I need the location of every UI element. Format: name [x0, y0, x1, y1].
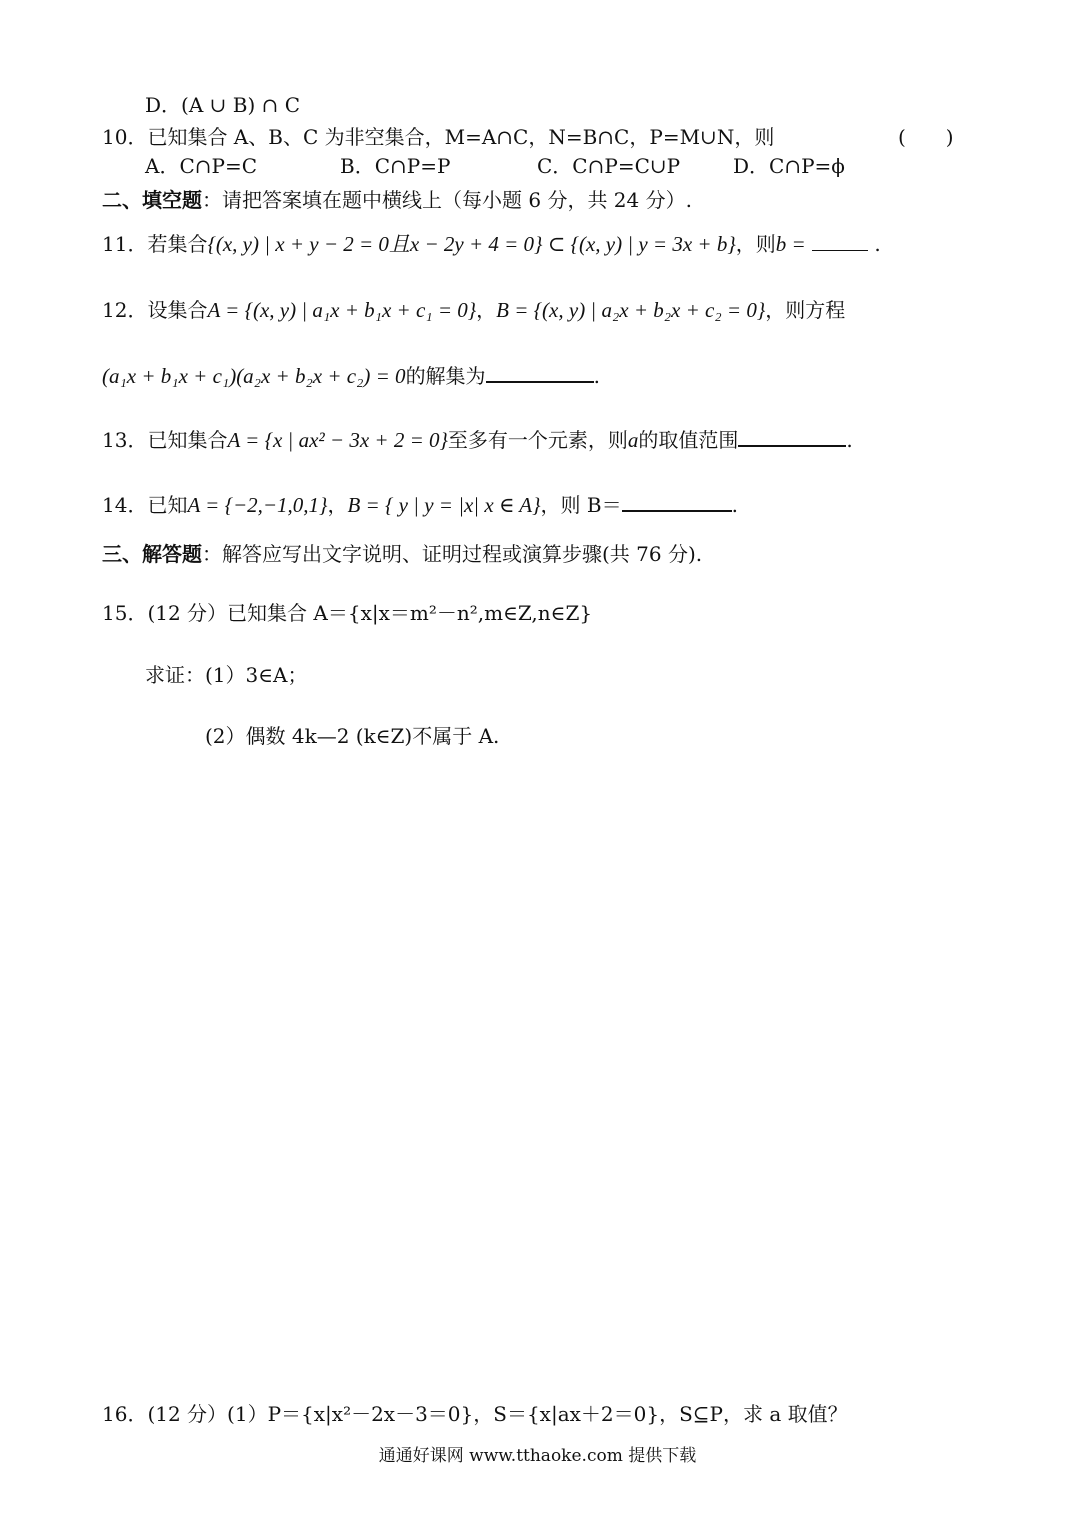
q12-line-1: 12．设集合A = {(x, y) | a₁x + b₁x + c₁ = 0}，B = {(x, y) | a₂x + b₂x + c₂ = 0}，则方程 — [102, 298, 846, 322]
q15-part-1: 求证：(1）3∈A； — [145, 663, 308, 687]
q9-option-d: D．(A ∪ B) ∩ C — [145, 93, 301, 117]
q12-set-b: B = {(x, y) | a₂x + b₂x + c₂ = 0} — [496, 298, 766, 322]
q12-answer-blank[interactable] — [486, 363, 594, 383]
section-3-heading — [102, 540, 702, 568]
q14: 14．已知A = {−2,−1,0,1}，B = { y | y = |x| x ∈ A}，则 B＝ . — [102, 493, 738, 517]
q13-answer-blank[interactable] — [738, 427, 846, 447]
q13: 13．已知集合A = {x | ax² − 3x + 2 = 0}至多有一个元素，则a的取值范围 . — [102, 428, 853, 452]
q16-stem: 16．(12 分）(1）P＝{x|x²－2x－3＝0}，S＝{x|ax＋2＝0}，S⊆P，求 a 取值？ — [102, 1402, 848, 1426]
q12-line-2: (a₁x + b₁x + c₁)(a₂x + b₂x + c₂) = 0的解集为 . — [102, 364, 600, 388]
q10-option-a: A．C∩P=C — [145, 154, 258, 178]
q14-set-b: B = { y | y = |x| x ∈ A} — [347, 493, 541, 517]
q10-option-d: D．C∩P=ϕ — [733, 154, 845, 178]
q11-set-expression: {(x, y) | x + y − 2 = 0且x − 2y + 4 = 0} ⊂ {(x, y) | y = 3x + b} — [207, 232, 736, 256]
section-2-label: 二、填空题 — [102, 188, 202, 212]
q12-equation: (a₁x + b₁x + c₁)(a₂x + b₂x + c₂) = 0 — [102, 364, 406, 388]
q10-answer-bracket: ( ) — [898, 125, 954, 149]
section-3-label: 三、解答题 — [102, 542, 202, 566]
q10-option-b: B．C∩P=P — [340, 154, 451, 178]
page-footer: 通通好课网 www.tthaoke.com 提供下载 — [378, 1446, 697, 1466]
q13-set-expression: A = {x | ax² − 3x + 2 = 0} — [227, 428, 448, 452]
q10-stem: 10．已知集合 A、B、C 为非空集合，M=A∩C，N=B∩C，P=M∪N，则 — [102, 125, 775, 149]
q11: 11．若集合{(x, y) | x + y − 2 = 0且x − 2y + 4 = 0} ⊂ {(x, y) | y = 3x + b}，则b = . — [102, 232, 881, 256]
section-3-text: ：解答应写出文字说明、证明过程或演算步骤(共 76 分). — [202, 542, 703, 566]
q11-answer-blank[interactable] — [812, 232, 868, 251]
section-2-heading — [102, 186, 692, 214]
q12-set-a: A = {(x, y) | a₁x + b₁x + c₁ = 0} — [207, 298, 477, 322]
q15-part-2: (2）偶数 4k—2 (k∈Z)不属于 A. — [205, 724, 500, 748]
q15-stem: 15．(12 分）已知集合 A＝{x|x＝m²－n²,m∈Z,n∈Z} — [102, 601, 593, 625]
q14-answer-blank[interactable] — [622, 492, 732, 512]
section-2-text: ：请把答案填在题中横线上（每小题 6 分，共 24 分）. — [202, 188, 692, 212]
q10-option-c: C．C∩P=C∪P — [537, 154, 681, 178]
q14-set-a: A = {−2,−1,0,1} — [187, 493, 328, 517]
